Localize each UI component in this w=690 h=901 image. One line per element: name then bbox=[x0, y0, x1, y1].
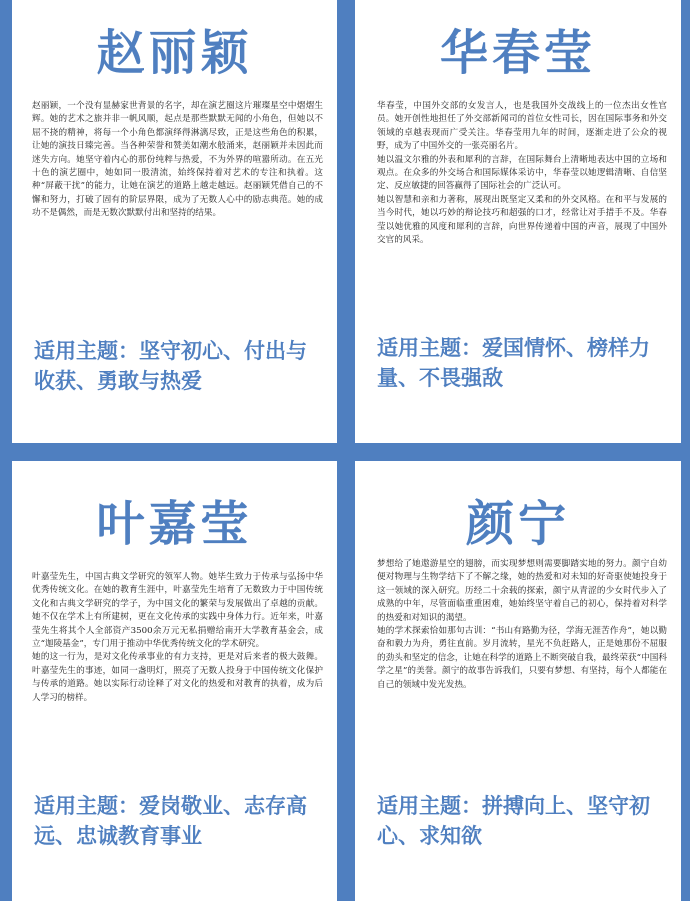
person-name: 颜宁 bbox=[465, 496, 570, 552]
biography-text bbox=[377, 558, 667, 692]
person-name: 华春莹 bbox=[439, 25, 596, 81]
paragraph: 她的这一行为，是对文化传承事业的有力支持，更是对后来者的极大鼓舞。叶嘉莹先生的事迹，如同一盏明灯，照亮了无数人投身于中国传统文化保护与传承的道路。她以实际行动诠释了对文化的热爱和对教育的执着，成为后人学习的榜样。 bbox=[32, 652, 323, 703]
card-zhao-liying bbox=[12, 0, 337, 443]
biography-text bbox=[377, 100, 667, 247]
paragraph: 她的学术探索恰如那句古训：“书山有路勤为径，学海无涯苦作舟”，她以勤奋和毅力为舟，勇往直前。岁月流转，星光不负赶路人，正是她那份不屈服的劲头和坚定的信念，让她在科学的道路上不断突破自我，最终荣获“中国科学之星”的美誉。颜宁的故事告诉我们，只要有梦想、有坚持，每个人都能在自己的领域中发光发热。 bbox=[377, 626, 667, 690]
person-name: 赵丽颖 bbox=[96, 25, 253, 81]
biography-text bbox=[32, 571, 323, 705]
card-yan-ning bbox=[355, 461, 681, 901]
paragraph: 赵丽颖，一个没有显赫家世背景的名字，却在演艺圈这片璀璨星空中熠熠生辉。她的艺术之旅并非一帆风顺，起点是那些默默无闻的小角色，但她以不屈不挠的精神，将每一个小角色都演绎得淋漓尽致，正是这些角色的积累，让她的演技日臻完善。当各种荣誉和赞美如潮水般涌来，赵丽颖并未因此而迷失方向。她坚守着内心的那份纯粹与热爱，不为外界的喧嚣所动。在五光十色的演艺圈中，她如同一股清流，始终保持着对艺术的专注和执着。这种“屏蔽干扰”的能力，让她在演艺的道路上越走越远。赵丽颖凭借自己的不懈和努力，打破了固有的阶层界限，成为了无数人心中的励志典范。她的成功不是偶然，而是无数次默默付出和坚持的结果。 bbox=[32, 101, 323, 219]
card-hua-chunying bbox=[355, 0, 681, 443]
theme-label: 适用主题：拼搏向上、坚守初心、求知欲 bbox=[377, 794, 650, 848]
paragraph: 她以温文尔雅的外表和犀利的言辞，在国际舞台上清晰地表达中国的立场和观点。在众多的外交场合和国际媒体采访中，华春莹以她逻辑清晰、自信坚定、反应敏捷的回答赢得了国际社会的广泛认可。 bbox=[377, 154, 667, 192]
person-name: 叶嘉莹 bbox=[96, 496, 253, 552]
card-ye-jiaying bbox=[12, 461, 337, 901]
paragraph: 叶嘉莹先生，中国古典文学研究的领军人物。她毕生致力于传承与弘扬中华优秀传统文化。在她的教育生涯中，叶嘉莹先生培育了无数致力于中国传统文化和古典文学研究的学子，为中国文化的繁荣与发展做出了卓越的贡献。她不仅在学术上有所建树，更在文化传承的实践中身体力行。近年来，叶嘉莹先生将其个人全部资产3500余万元无私捐赠给南开大学教育基金会，成立“迦陵基金”，专门用于推动中华优秀传统文化的学术研究。 bbox=[32, 572, 323, 650]
theme-label: 适用主题：爱岗敬业、志存高远、忠诚教育事业 bbox=[34, 794, 307, 848]
biography-text bbox=[32, 100, 323, 221]
paragraph: 她以智慧和亲和力著称，展现出既坚定又柔和的外交风格。在和平与发展的当今时代，她以巧妙的辩论技巧和超强的口才，经常让对手措手不及。华春莹以她优雅的风度和犀利的言辞，向世界传递着中国的声音，展现了中国外交官的风采。 bbox=[377, 194, 667, 246]
theme-label: 适用主题：爱国情怀、榜样力量、不畏强敌 bbox=[377, 336, 650, 390]
paragraph: 华春莹，中国外交部的女发言人，也是我国外交战线上的一位杰出女性官员。她开创性地担任了外交部新闻司的首位女性司长，因在国际事务和外交领域的卓越表现而广受关注。华春莹用九年的时间，逐渐走进了公众的视野，成为了中国外交的一张亮丽名片。 bbox=[377, 101, 667, 152]
theme-label: 适用主题：坚守初心、付出与收获、勇敢与热爱 bbox=[34, 339, 307, 393]
paragraph: 梦想给了她遨游星空的翅膀，而实现梦想则需要脚踏实地的努力。颜宁自幼便对物理与生物学结下了不解之缘，她的热爱和对未知的好奇驱使她投身于这一领域的深入研究。历经二十余载的探索，颜宁从青涩的少女时代步入了成熟的中年，尽管面临重重困难，她始终坚守着自己的初心，保持着对科学的热爱和对知识的渴望。 bbox=[377, 559, 667, 623]
